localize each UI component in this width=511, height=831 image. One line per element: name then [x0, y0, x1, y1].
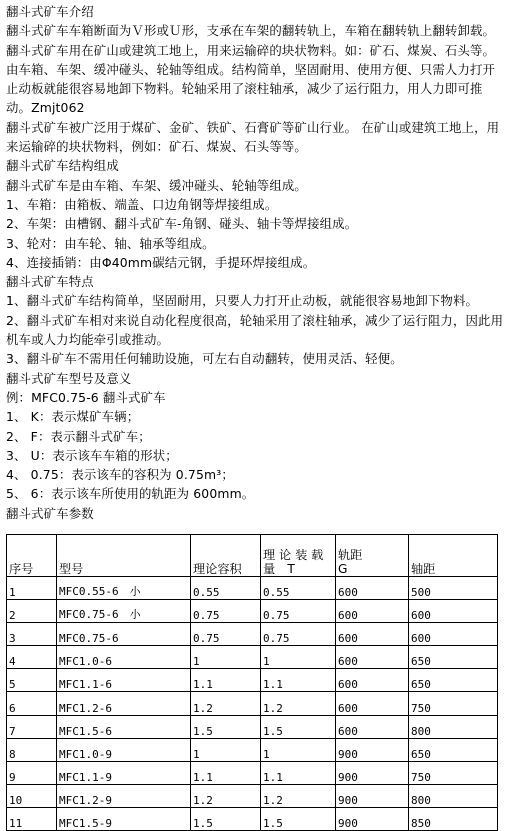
model-item-2: 2、 F：表示翻斗式矿车； — [6, 428, 151, 444]
cell-gauge: 600 — [336, 600, 409, 623]
structure-summary: 翻斗式矿车是由车箱、车架、缓冲碰头、轮轴等组成。 — [6, 177, 307, 193]
cell-load: 1.1 — [261, 669, 336, 692]
cell-model: MFC1.5-9 — [57, 807, 191, 830]
table-row — [7, 761, 498, 784]
cell-wheelbase: 800 — [409, 715, 498, 738]
cell-load: 0.55 — [261, 577, 336, 600]
header-gauge: 轨距 G — [336, 535, 409, 577]
structure-item-2: 2、车架：由槽钢、翻斗式矿车-角钢、碰头、轴卡等焊接组成。 — [6, 216, 358, 232]
cell-wheelbase: 750 — [409, 761, 498, 784]
cell-index: 2 — [7, 600, 57, 623]
cell-wheelbase: 600 — [409, 600, 498, 623]
header-load: 理 论 装 载 量 T — [261, 535, 336, 577]
cell-load: 1 — [261, 738, 336, 761]
cell-model: MFC1.2-6 — [57, 692, 191, 715]
cell-wheelbase: 800 — [409, 784, 498, 807]
table-row — [7, 646, 498, 669]
section-heading-intro: 翻斗式矿车介绍 — [6, 4, 94, 19]
header-wheelbase: 轴距 — [409, 535, 498, 577]
model-item-5: 5、 6：表示该车所使用的轨距为 600mm。 — [6, 486, 255, 502]
cell-load: 0.75 — [261, 600, 336, 623]
model-item-4: 4、 0.75：表示该车的容积为 0.75m³； — [6, 467, 234, 483]
cell-gauge: 600 — [336, 646, 409, 669]
header-index: 序号 — [7, 535, 57, 577]
section-heading-params: 翻斗式矿车参数 — [6, 505, 94, 521]
feature-item-2: 2、翻斗式矿车相对来说自动化程度很高，轮轴采用了滚柱轴承，减少了运行阻力，因此用机车或人力均能牵引或推动。 — [6, 312, 504, 348]
structure-item-3: 3、轮对：由车轮、轴、轴承等组成。 — [6, 235, 215, 251]
cell-model: MFC1.2-9 — [57, 784, 191, 807]
table-row — [7, 784, 498, 807]
table-row — [7, 600, 498, 623]
cell-volume: 1.2 — [191, 692, 261, 715]
cell-load: 1.1 — [261, 761, 336, 784]
cell-volume: 1.5 — [191, 807, 261, 830]
cell-load: 1 — [261, 646, 336, 669]
cell-wheelbase: 750 — [409, 692, 498, 715]
cell-gauge: 900 — [336, 807, 409, 830]
cell-index: 3 — [7, 623, 57, 646]
table-row — [7, 669, 498, 692]
cell-volume: 0.75 — [191, 623, 261, 646]
table-row — [7, 807, 498, 830]
cell-wheelbase: 650 — [409, 646, 498, 669]
cell-volume: 0.55 — [191, 577, 261, 600]
cell-index: 4 — [7, 646, 57, 669]
cell-index: 11 — [7, 807, 57, 830]
header-volume: 理论容积 — [191, 535, 261, 577]
cell-index: 8 — [7, 738, 57, 761]
table-header-row — [7, 535, 498, 577]
document-body — [6, 2, 506, 523]
cell-model: MFC1.0-6 — [57, 646, 191, 669]
table-row — [7, 623, 498, 646]
cell-gauge: 600 — [336, 577, 409, 600]
model-item-1: 1、 K：表示煤矿车辆； — [6, 409, 140, 425]
table-row — [7, 577, 498, 600]
cell-model: MFC1.5-6 — [57, 715, 191, 738]
cell-gauge: 900 — [336, 738, 409, 761]
feature-item-1: 1、翻斗式矿车结构简单，坚固耐用，只要人力打开止动板，就能很容易地卸下物料。 — [6, 293, 479, 309]
intro-paragraph: 翻斗式矿车车箱断面为Ｖ形或Ｕ形，支承在车架的翻转轨上，车箱在翻转轨上翻转卸载。 翻斗式矿车用在矿山或建筑工地上，用来运输碎的块状物料。如：矿石、煤炭、石头等。由车箱、车架、缓冲碰头、轮轴等组成。结构简单，坚固耐用、使用方便、只需人力打开止动板就能很容易地卸下物料。轮轴采用了滚柱轴承，减少了运行阻力，用人力即可推动。Zmjt062 — [6, 23, 496, 116]
usage-paragraph: 翻斗式矿车被广泛用于煤矿、金矿、铁矿、石膏矿等矿山行业。 在矿山或建筑工地上，用来运输碎的块状物料，例如：矿石、煤炭、石头等等。 — [6, 119, 500, 155]
section-heading-features: 翻斗式矿车特点 — [6, 274, 94, 290]
table-row — [7, 715, 498, 738]
cell-load: 1.5 — [261, 807, 336, 830]
model-item-3: 3、 U：表示该车车箱的形状； — [6, 447, 178, 463]
cell-index: 10 — [7, 784, 57, 807]
header-model: 型号 — [57, 535, 191, 577]
table-row — [7, 738, 498, 761]
cell-load: 1.5 — [261, 715, 336, 738]
cell-model: MFC0.75-6 — [57, 623, 191, 646]
cell-model: MFC0.75-6 小 — [57, 600, 191, 623]
cell-model: MFC0.55-6 小 — [57, 577, 191, 600]
parameter-table — [6, 534, 498, 831]
structure-item-4: 4、连接插销：由Φ40mm碳结元钢，手提环焊接组成。 — [6, 254, 316, 270]
cell-wheelbase: 500 — [409, 577, 498, 600]
cell-volume: 1.2 — [191, 784, 261, 807]
cell-index: 7 — [7, 715, 57, 738]
feature-item-3: 3、翻斗矿车不需用任何辅助设施，可左右自动翻转，使用灵活、轻便。 — [6, 351, 403, 367]
cell-index: 1 — [7, 577, 57, 600]
section-heading-model: 翻斗式矿车型号及意义 — [6, 370, 132, 386]
cell-volume: 1 — [191, 738, 261, 761]
cell-gauge: 600 — [336, 715, 409, 738]
cell-wheelbase: 850 — [409, 807, 498, 830]
cell-model: MFC1.1-6 — [57, 669, 191, 692]
cell-volume: 1.5 — [191, 715, 261, 738]
cell-gauge: 600 — [336, 623, 409, 646]
cell-wheelbase: 650 — [409, 738, 498, 761]
cell-volume: 1 — [191, 646, 261, 669]
cell-gauge: 600 — [336, 692, 409, 715]
cell-volume: 0.75 — [191, 600, 261, 623]
structure-item-1: 1、车箱：由箱板、端盖、口边角钢等焊接组成。 — [6, 196, 278, 212]
cell-gauge: 900 — [336, 761, 409, 784]
section-heading-structure: 翻斗式矿车结构组成 — [6, 158, 119, 174]
cell-load: 1.2 — [261, 784, 336, 807]
cell-gauge: 900 — [336, 784, 409, 807]
cell-gauge: 600 — [336, 669, 409, 692]
cell-model: MFC1.0-9 — [57, 738, 191, 761]
cell-model: MFC1.1-9 — [57, 761, 191, 784]
cell-load: 1.2 — [261, 692, 336, 715]
cell-wheelbase: 600 — [409, 623, 498, 646]
cell-load: 0.75 — [261, 623, 336, 646]
cell-index: 6 — [7, 692, 57, 715]
cell-volume: 1.1 — [191, 761, 261, 784]
cell-index: 5 — [7, 669, 57, 692]
cell-volume: 1.1 — [191, 669, 261, 692]
cell-index: 9 — [7, 761, 57, 784]
table-row — [7, 692, 498, 715]
cell-wheelbase: 650 — [409, 669, 498, 692]
model-example: 例：MFC0.75-6 翻斗式矿车 — [6, 389, 166, 405]
